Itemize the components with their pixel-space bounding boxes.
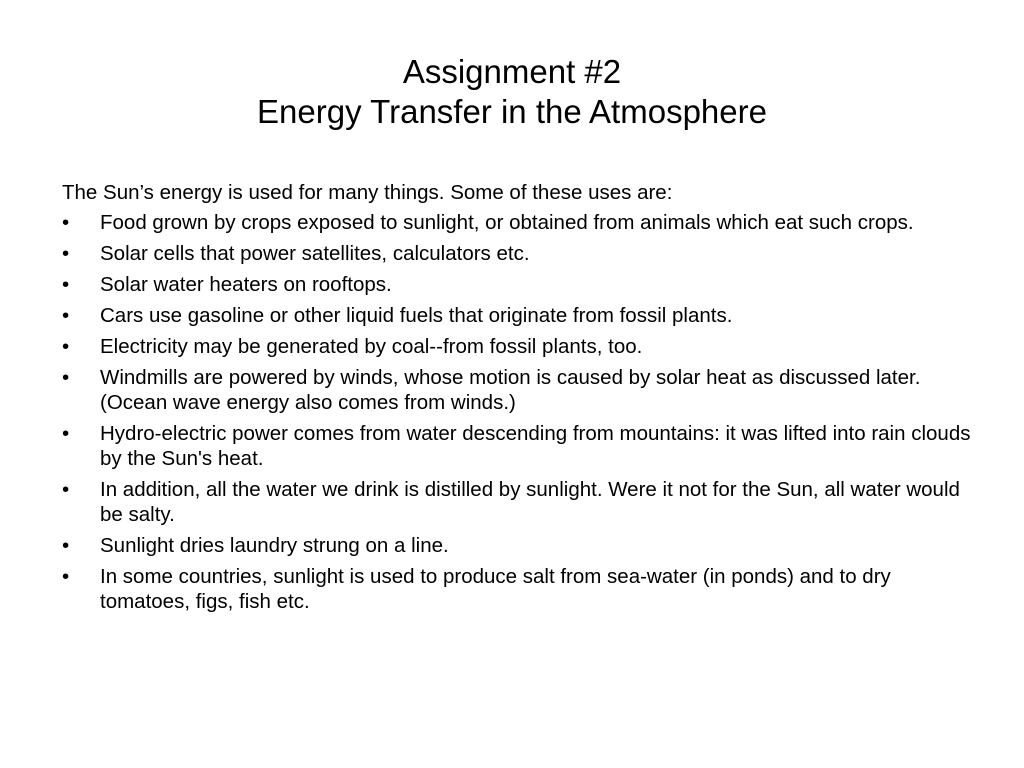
bullet-text: Electricity may be generated by coal--from fossil plants, too. xyxy=(100,335,643,358)
bullet-text: Cars use gasoline or other liquid fuels that originate from fossil plants. xyxy=(100,304,733,327)
list-item xyxy=(62,334,972,359)
slide-body xyxy=(62,180,972,620)
bullet-text: Solar water heaters on rooftops. xyxy=(100,273,392,296)
bullet-text: Solar cells that power satellites, calculators etc. xyxy=(100,242,530,265)
bullet-text: Food grown by crops exposed to sunlight, or obtained from animals which eat such crops. xyxy=(100,211,914,234)
bullet-list xyxy=(62,210,972,614)
bullet-icon: • xyxy=(62,335,70,358)
list-item xyxy=(62,365,972,415)
intro-text: The Sun’s energy is used for many things. Some of these uses are: xyxy=(62,181,673,204)
bullet-text: Sunlight dries laundry strung on a line. xyxy=(100,534,449,557)
list-item xyxy=(62,303,972,328)
list-item xyxy=(62,210,972,235)
title-line-1: Assignment #2 xyxy=(402,53,622,90)
bullet-icon: • xyxy=(62,478,70,501)
list-item xyxy=(62,421,972,471)
bullet-text: In some countries, sunlight is used to produce salt from sea-water (in ponds) and to dry tomatoes, figs, fish etc. xyxy=(100,565,891,613)
bullet-icon: • xyxy=(62,242,70,265)
bullet-icon: • xyxy=(62,565,70,588)
list-item xyxy=(62,241,972,266)
bullet-text: Windmills are powered by winds, whose motion is caused by solar heat as discussed later. (Ocean wave energy also comes from winds.) xyxy=(100,366,921,414)
title-line-2: Energy Transfer in the Atmosphere xyxy=(257,93,767,130)
bullet-text: In addition, all the water we drink is distilled by sunlight. Were it not for the Sun, all water would be salty. xyxy=(100,478,960,526)
bullet-icon: • xyxy=(62,534,70,557)
slide-title xyxy=(0,52,1024,132)
bullet-icon: • xyxy=(62,304,70,327)
bullet-icon: • xyxy=(62,273,70,296)
bullet-icon: • xyxy=(62,366,70,389)
list-item xyxy=(62,272,972,297)
list-item xyxy=(62,564,972,614)
list-item xyxy=(62,533,972,558)
bullet-icon: • xyxy=(62,422,70,445)
bullet-text: Hydro-electric power comes from water descending from mountains: it was lifted into rain clouds by the Sun's heat. xyxy=(100,422,971,470)
list-item xyxy=(62,477,972,527)
bullet-icon: • xyxy=(62,211,70,234)
